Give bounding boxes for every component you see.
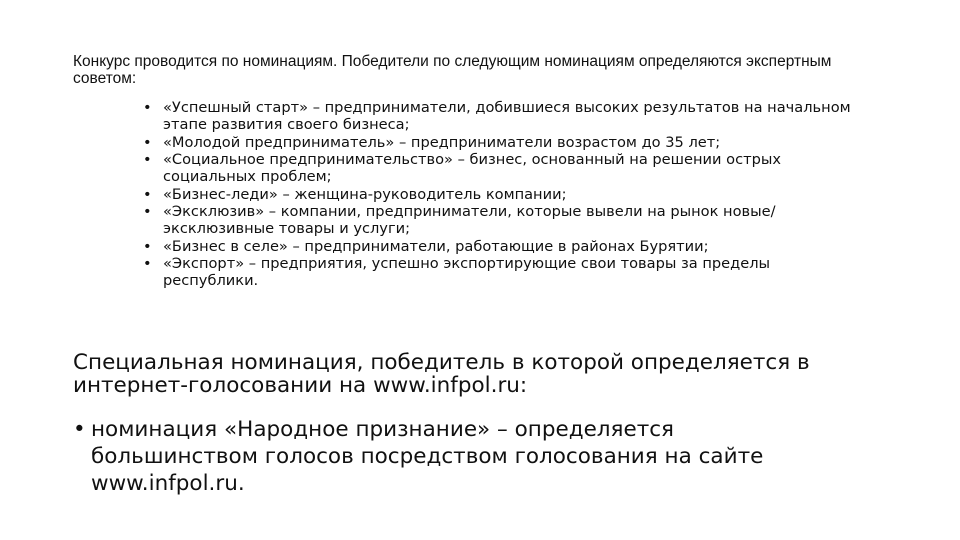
nomination-text: «Успешный старт» – предприниматели, добившиеся высоких результатов на начальном этапе развития своего бизнеса; — [163, 99, 851, 133]
nomination-text: «Бизнес в селе» – предприниматели, работающие в районах Бурятии; — [163, 237, 709, 255]
nomination-text: «Бизнес-леди» – женщина-руководитель компании; — [163, 185, 567, 203]
nominations-list — [143, 99, 863, 290]
nomination-text: «Молодой предприниматель» – предприниматели возрастом до 35 лет; — [163, 133, 721, 151]
intro-text: Конкурс проводится по номинациям. Победители по следующим номинациям определяются экспертным советом: — [73, 53, 832, 87]
bullet-icon: • — [143, 151, 152, 168]
nomination-text: «Эксклюзив» – компании, предприниматели, которые вывели на рынок новые/эксклюзивные товары и услуги; — [163, 203, 776, 237]
special-list — [73, 416, 833, 497]
list-item — [143, 151, 863, 185]
list-item — [143, 134, 863, 151]
list-item — [143, 186, 863, 203]
special-item-text: номинация «Народное признание» – определяется большинством голосов посредством голосования на сайте www.infpol.ru. — [91, 417, 764, 496]
nomination-text: «Экспорт» – предприятия, успешно экспортирующие свои товары за пределы республики. — [163, 255, 771, 289]
bullet-icon: • — [143, 99, 152, 116]
bullet-icon: • — [143, 255, 152, 272]
list-item — [143, 203, 863, 237]
bullet-icon: • — [73, 417, 86, 442]
list-item — [143, 255, 863, 289]
list-item — [143, 238, 863, 255]
special-heading: Специальная номинация, победитель в которой определяется в интернет-голосовании на www.infpol.ru: — [73, 350, 810, 398]
nomination-text: «Социальное предпринимательство» – бизнес, основанный на решении острых социальных проблем; — [163, 151, 782, 185]
list-item — [73, 416, 833, 497]
bullet-icon: • — [143, 133, 152, 151]
bullet-icon: • — [143, 203, 152, 220]
list-item — [143, 99, 863, 133]
bullet-icon: • — [143, 237, 152, 255]
bullet-icon: • — [143, 185, 152, 203]
